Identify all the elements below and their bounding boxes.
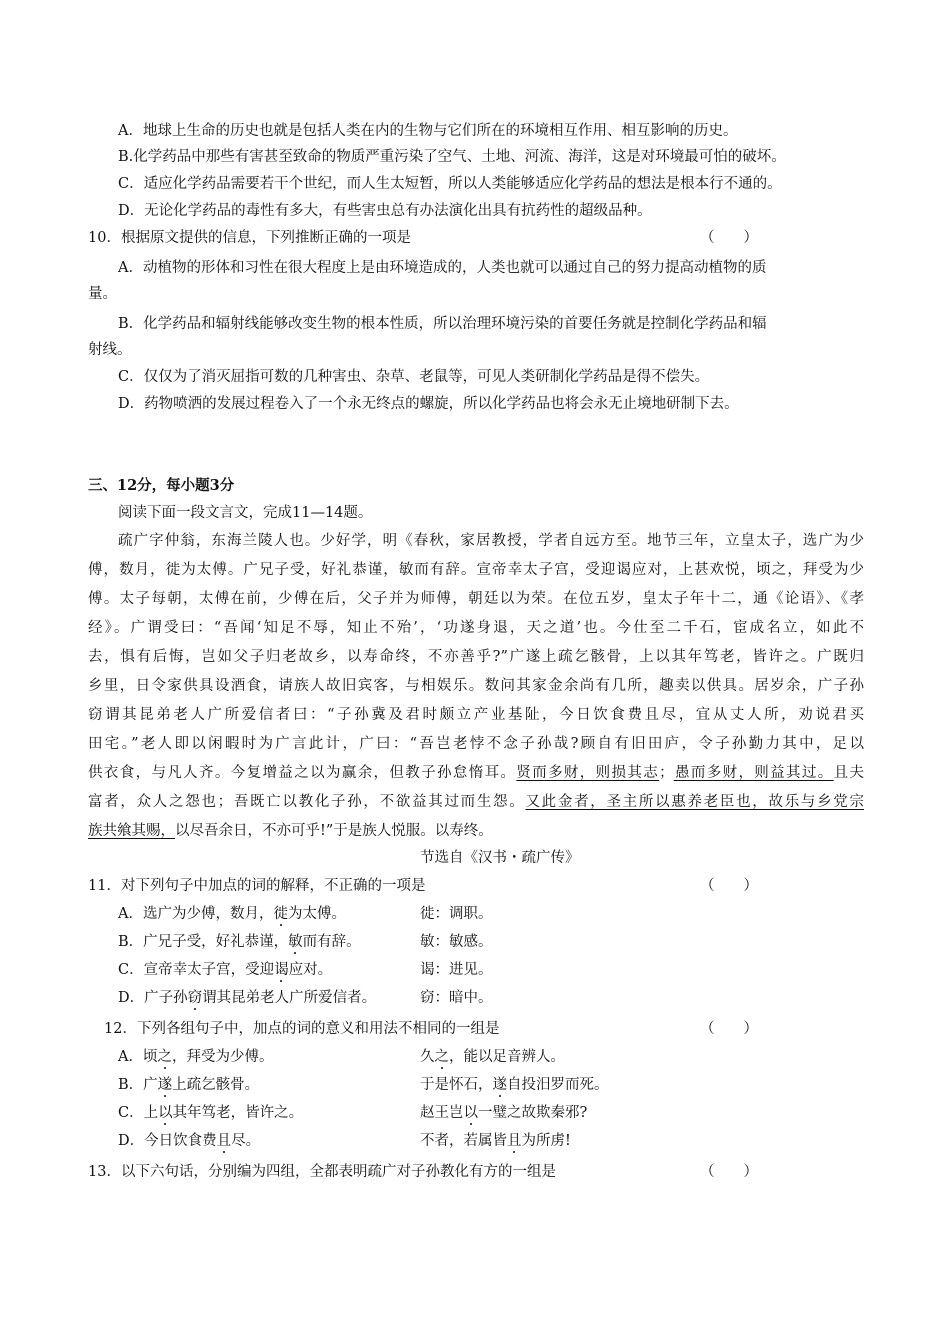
q12-c-left-dotted: 以 — [158, 1105, 173, 1121]
q11-c-text-end: 应对。 — [288, 962, 333, 978]
q11-a-text-end: 为太傅。 — [287, 906, 346, 922]
passage-line-2: 傅，数月，徙为太傅。广兄子受，好礼恭谨，敏而有辞。宣帝幸太子宫，受迎谒应对，上甚欢悦，顷之，拜受为少 — [88, 562, 864, 578]
passage-line-5: 去，惧有后悔，岂如父子归老故乡，以寿命终，不亦善乎?”广遂上疏乞骸骨，上以其年笃老，皆许之。广既归 — [88, 649, 864, 665]
q11-d-text: D．广子孙 — [118, 990, 188, 1006]
q11-stem: 11．对下列句子中加点的词的解释，不正确的一项是 — [88, 878, 426, 894]
passage-source: 节选自《汉书・疏广传》 — [420, 850, 580, 866]
q12-b-right — [420, 1075, 609, 1095]
q11-a-gloss: 徙：调职。 — [420, 906, 493, 922]
q11-c-gloss: 谒：进见。 — [420, 962, 493, 978]
q12-b-left-dotted: 遂 — [157, 1077, 173, 1093]
q9-option-b: B.化学药品中那些有害甚至致命的物质严重污染了空气、土地、河流、海洋，这是对环境最可怕的破坏。 — [118, 149, 786, 165]
q11-answer-paren: （ ） — [700, 878, 758, 894]
q12-d-right-dotted: 且 — [507, 1133, 522, 1149]
q12-option-d — [118, 1131, 858, 1151]
q12-d-right-end: 为所虏! — [521, 1133, 571, 1149]
q12-a-right-dotted: 之 — [434, 1049, 449, 1065]
q11-d-dotted-word: 窃 — [187, 990, 203, 1006]
q12-option-c — [118, 1103, 858, 1123]
q11-option-c — [118, 960, 858, 980]
q12-b-left-end: 上疏乞骸骨。 — [172, 1077, 260, 1093]
q10-answer-paren: （ ） — [700, 230, 758, 246]
passage-line-8: 田宅。”老人即以闲暇时为广言此计，广曰：“吾岂老悖不念子孙哉?顾自有旧田庐，令子孙勤力其中，足以 — [88, 736, 864, 752]
q11-b-gloss: 敏：敏感。 — [420, 934, 493, 950]
q12-a-right-text: 久 — [420, 1049, 435, 1065]
q12-c-left-end: 其年笃老，皆许之。 — [172, 1105, 304, 1121]
passage-line-9-tail: 且夫 — [833, 765, 865, 781]
passage-line-7: 窃谓其昆弟老人广所爱信者曰：“子孙冀及君时颇立产业基阯，今日饮食费且尽，宜从丈人所，劝说君买 — [88, 707, 864, 723]
section-intro: 阅读下面一段文言文，完成11—14题。 — [118, 505, 373, 521]
q12-a-left-dotted: 之 — [157, 1049, 172, 1065]
q12-option-a — [118, 1047, 858, 1067]
passage-line-11 — [88, 821, 493, 841]
passage-line-9 — [88, 763, 864, 783]
q10-option-c: C．仅仅为了消灭屈指可数的几种害虫、杂草、老鼠等，可见人类研制化学药品是得不偿失。 — [118, 369, 710, 385]
q11-c-dotted-word: 谒 — [274, 962, 289, 978]
underlined-sentence-1a: 贤而多财，则损其志 — [516, 765, 660, 781]
q12-a-left-text: A．顷 — [118, 1049, 158, 1065]
passage-line-4: 经》。广谓受曰：“吾闻‘知足不辱，知止不殆’，‘功遂身退，天之道’也。今仕至二千石，宦成名立，如此不 — [88, 620, 864, 636]
q11-b-text-end: 而有辞。 — [302, 934, 361, 950]
q12-a-right-end: ，能以足音辨人。 — [449, 1049, 565, 1065]
q12-a-left-end: ，拜受为少傅。 — [171, 1049, 274, 1065]
passage-line-1: 疏广字仲翁，东海兰陵人也。少好学，明《春秋，家居教授，学者自远方至。地节三年，立皇太子，选广为少 — [118, 533, 864, 549]
q12-c-right-text: 赵王岂 — [420, 1105, 464, 1121]
passage-line-6: 乡里，日令家供具设酒食，请族人故旧宾客，与相娱乐。数问其家金余尚有几所，趣卖以供具。居岁余，广子孙 — [88, 678, 864, 694]
q11-option-d — [118, 988, 858, 1008]
q12-d-right-text: 不者，若属皆 — [420, 1133, 507, 1149]
q11-d-text-end: 谓其昆弟老人广所爱信者。 — [202, 990, 377, 1006]
q11-a-dotted-word: 徙 — [273, 906, 288, 922]
q12-c-right-end: 一璧之故欺秦邪? — [478, 1105, 588, 1121]
passage-line-11-text: 以尽吾余日，不亦可乎!”于是族人悦服。以寿终。 — [175, 823, 493, 839]
q10-option-b-line2: 射线。 — [88, 342, 132, 358]
q12-d-left-dotted: 且 — [216, 1133, 232, 1149]
q11-d-gloss: 窃：暗中。 — [420, 990, 493, 1006]
q9-option-d: D．无论化学药品的毒性有多大，有些害虫总有办法演化出具有抗药性的超级品种。 — [118, 203, 652, 219]
q12-option-b — [118, 1075, 858, 1095]
q11-b-text: B．广兄子受，好礼恭谨， — [118, 934, 289, 950]
q12-stem: 12．下列各组句子中，加点的词的意义和用法不相同的一组是 — [104, 1021, 500, 1037]
q12-d-left-end: 尽。 — [231, 1133, 261, 1149]
q12-answer-paren: （ ） — [700, 1021, 758, 1037]
q12-b-right-dotted: 遂 — [492, 1077, 507, 1093]
q12-d-right — [420, 1131, 571, 1151]
q10-option-d: D．药物喷洒的发展过程卷入了一个永无终点的螺旋，所以化学药品也将会永无止境地研制下去。 — [118, 396, 739, 412]
passage-line-9-text: 供衣食，与凡人齐。今复增益之以为赢余，但教子孙怠惰耳。 — [88, 765, 517, 781]
q12-d-left-text: D．今日饮食费 — [118, 1133, 217, 1149]
q11-c-text: C．宣帝幸太子宫，受迎 — [118, 962, 275, 978]
q12-b-right-text: 于是怀石， — [420, 1077, 493, 1093]
q10-option-a-line1: A．动植物的形体和习性在很大程度上是由环境造成的，人类也就可以通过自己的努力提高动植物的质 — [118, 260, 767, 276]
q11-a-text: A．选广为少傅，数月， — [118, 906, 274, 922]
q11-option-a — [118, 904, 858, 924]
q13-stem: 13．以下六句话，分别编为四组，全都表明疏广对子孙教化有方的一组是 — [88, 1164, 556, 1180]
passage-line-3: 傅。太子每朝，太傅在前，少傅在后，父子并为师傅，朝廷以为荣。在位五岁，皇太子年十二，通《论语》、《孝 — [88, 591, 864, 607]
q10-option-b-line1: B．化学药品和辐射线能够改变生物的根本性质，所以治理环境污染的首要任务就是控制化学药品和辐 — [118, 316, 767, 332]
underlined-sentence-2b: 族共飨其赐， — [88, 823, 175, 839]
q12-c-left-text: C．上 — [118, 1105, 159, 1121]
underlined-sentence-1b: 愚而多财，则益其过。 — [673, 765, 834, 781]
q12-c-right-dotted: 以 — [463, 1105, 478, 1121]
q12-b-left-text: B．广 — [118, 1077, 158, 1093]
q12-a-right — [420, 1047, 565, 1067]
q12-c-right — [420, 1103, 587, 1123]
section-heading: 三、12分，每小题3分 — [88, 477, 235, 494]
q10-stem: 10．根据原文提供的信息，下列推断正确的一项是 — [88, 230, 411, 246]
q13-answer-paren: （ ） — [700, 1164, 758, 1180]
q12-b-right-end: 自投汨罗而死。 — [507, 1077, 609, 1093]
q9-option-a: A．地球上生命的历史也就是包括人类在内的生物与它们所在的环境相互作用、相互影响的历史。 — [118, 123, 738, 139]
passage-line-10 — [88, 792, 864, 812]
passage-line-10-text: 富者，众人之怨也；吾既亡以教化子孙，不欲益其过而生怨。 — [88, 794, 526, 810]
q11-b-dotted-word: 敏 — [288, 934, 303, 950]
underlined-sentence-2a: 又此金者，圣主所以惠养老臣也，故乐与乡党宗 — [525, 794, 865, 810]
q10-option-a-line2: 量。 — [88, 286, 117, 302]
q9-option-c: C．适应化学药品需要若干个世纪，而人生太短暂，所以人类能够适应化学药品的想法是根本行不通的。 — [118, 176, 782, 192]
semicolon: ； — [659, 765, 674, 781]
q11-option-b — [118, 932, 858, 952]
